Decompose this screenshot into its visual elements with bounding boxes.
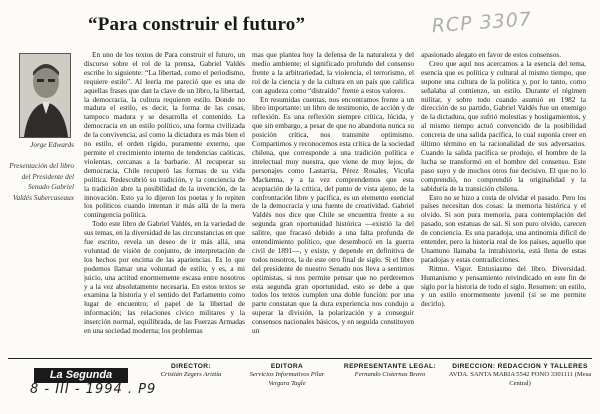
caption-description: Presentación del libro del Presidente del Senado Gabriel Valdés Subercaseaux — [9, 160, 74, 203]
portrait-image — [20, 54, 70, 137]
credit-head: REPRESENTANTE LEGAL: — [343, 363, 437, 370]
credit-head: DIRECTOR: — [170, 363, 212, 370]
newspaper-footer — [8, 360, 592, 410]
paragraph: En resumidas cuentas, nos encontramos frente a un libro importante: un libro de testimonio, de acción y de reflexión. Es una reflexión siempre crítica, lúcida, y que sin embargo, a pesar de que no abandona nunca su posición crítica, nos transmite optimismo. Compartimos y reconocemos esta crítica de la sociedad chilena, que corresponde a una tradición política e intelectual muy nuestra, que viene de muy lejos, de personajes como Lastarria, Pérez Rosales, Vicuña Mackenna, y a la vez comprendemos que esta aceptación de la crítica, del punto de vista ajeno, de la confrontación libre y pacífica, es un elemento esencial de la democracia y una fuente de creatividad. Gabriel Valdés nos dice que Chile se encuentra frente a su segunda gran oportunidad histórica —existió la del salitre, que fracasó debido a una falta profunda de entendimiento político, que desembocó en la guerra civil de 1891—, y existe, y depende en definitiva de todos nosotros, la de este otro final de siglo. Si el libro del presidente de nuestro Senado nos lleva a sentirnos optimistas, si nos permite pensar que no perderemos esta segunda gran oportunidad, esto se debe a que todos los textos cumplen una doble función: por una parte constatan que la dura experiencia nos condujo a superar la división, la polarización y a conseguir consensos nacionales básicos, y en seguida constituyen un — [252, 94, 414, 336]
credit-head: DIRECCION: REDACCION Y TALLERES — [452, 363, 588, 370]
archive-stamp: RCP 3307 — [431, 8, 533, 38]
author-photo — [19, 53, 71, 138]
paragraph: Ritmo. Vigor. Entusiasmo del libro. Diversidad. Humanismo y pensamiento reivindicado en este fin de siglo por la historia de todo el siglo. Resumen: un estilo, y un estilo enormemente juvenil (si se me permite decirlo). — [421, 263, 586, 309]
credit-head: EDITORA — [270, 363, 304, 370]
paragraph: Todo este libro de Gabriel Valdés, en la variedad de sus temas, en la diversidad de las circunstancias en que fue escrito, revela un deseo de ir más allá, una voluntad de visión de conjunto, de interpretación de los hechos por encima de las apariencias. Es lo que podemos llamar una voluntad de estilo, y es, a mi juicio, una actitud enormemente escasa entre nosotros y a la vez absolutamente necesaria. En estos textos se examina la historia y el sentido del Parlamento como lugar de encuentro; el papel de la libertad de información; las relaciones cívico militares y la inserción normal, equilibrada, de las Fuerzas Armadas en una sociedad moderna; los problemas — [84, 219, 245, 336]
credit-director — [146, 363, 236, 380]
credit-body: Cristián Zegers Ariztía — [160, 371, 222, 379]
newspaper-logo: La Segunda — [34, 368, 128, 383]
paragraph: apasionado alegato en favor de estos consensos. — [421, 51, 562, 59]
article-column-1 — [84, 51, 245, 351]
paragraph: Creo que aquí nos acercamos a la esencia del tema, esencia que es política y cultural al mismo tiempo, que supone una cultura de la política y, por lo tanto, como señalaba al comienzo, un estilo. Durante el régimen militar, y sobre todo cuando asumió en 1982 la dirección de su partido, Gabriel Valdés fue un enemigo de la dictadura, que sufrió molestias y hostigamientos, y al mismo tiempo actuó convencido de la posibilidad concreta de una salida pacífica, lo cual suponía creer en último término en la racionalidad de sus adversarios. Cuando la salida pacífica se produjo, el hombre de la lucha se transformó en el hombre del consenso. Este paso suyo y de muchos otros fue decisivo. El que no lo comprendió, no comprendió la originalidad y la sabiduría de la transición chilena. — [421, 58, 586, 193]
credit-body: AVDA. SANTA MARIA 5542 FONO 3301111 (Mesa Central) — [448, 371, 592, 387]
credit-editora — [240, 363, 334, 388]
article-column-3 — [421, 51, 586, 351]
credit-address — [448, 363, 592, 388]
paragraph: Esto no se hizo a costa de olvidar el pasado. Pero los países necesitan dos cosas: la memoria histórica y el olvido. Si son pura memoria, para contemplación del pasado, son estatuas de sal. Si son puro olvido, carecen de conciencia. Es una paradoja, una antinomia difícil de entender, pero la historia real de los países, aquello que Unamuno llamaba la intrahistoria, está llena de estas paradojas y estas contradicciones. — [421, 192, 586, 264]
article-column-2 — [252, 51, 414, 351]
paragraph: En uno de los textos de Para construir el futuro, un discurso sobre el rol de la prensa, Gabriel Valdés escribe lo siguiente: “La libertad, como el periodismo, requiere estilo”. Al leerla me pareció que es una de aquellas frases que dan la clave de un libro, la libertad, la democracia, la cultura requieren estilo. Donde no madura el estilo, es decir, la forma de las cosas, tampoco madura y se desarrolla el contenido. La democracia en un estilo político, una forma civilizada de la convivencia, así como la dictadura es más bien el no estilo, el orden rígido, puramente externo, que permite el crecimiento interno de tendencias caóticas, violentas, cercanas a la barbarie. Al recuperar su democracia, Chile recuperó las formas de su vida política. Redescubrió su tradición, y la conciencia de la tradición abre la posibilidad de la invención, de la innovación. Esto ya lo dijeron los poetas y lo repiten los políticos cuando intentan ir más allá de la mera contingencia política. — [84, 51, 245, 220]
credit-legal-representative — [338, 363, 442, 380]
footer-divider — [8, 358, 592, 359]
handwritten-date: 8 - III - 1994 . P9 — [30, 382, 157, 397]
caption-author-name: Jorge Edwards — [30, 140, 74, 149]
credit-body: Fernando Cisternas Bravo — [354, 371, 426, 379]
photo-caption — [8, 140, 74, 204]
paragraph: mas que plantea hoy la defensa de la naturaleza y del medio ambiente; el significado profundo del consenso frente a la arbitrariedad, la violencia, el terrorismo, el rol de la ciencia y de la cultura en un país que califica con agudeza como “distraído” frente a estos valores. — [252, 51, 414, 95]
credit-body: Servicios Informativos Pilar Vergara Tagle — [249, 371, 325, 387]
article-title: “Para construir el futuro” — [88, 14, 306, 35]
